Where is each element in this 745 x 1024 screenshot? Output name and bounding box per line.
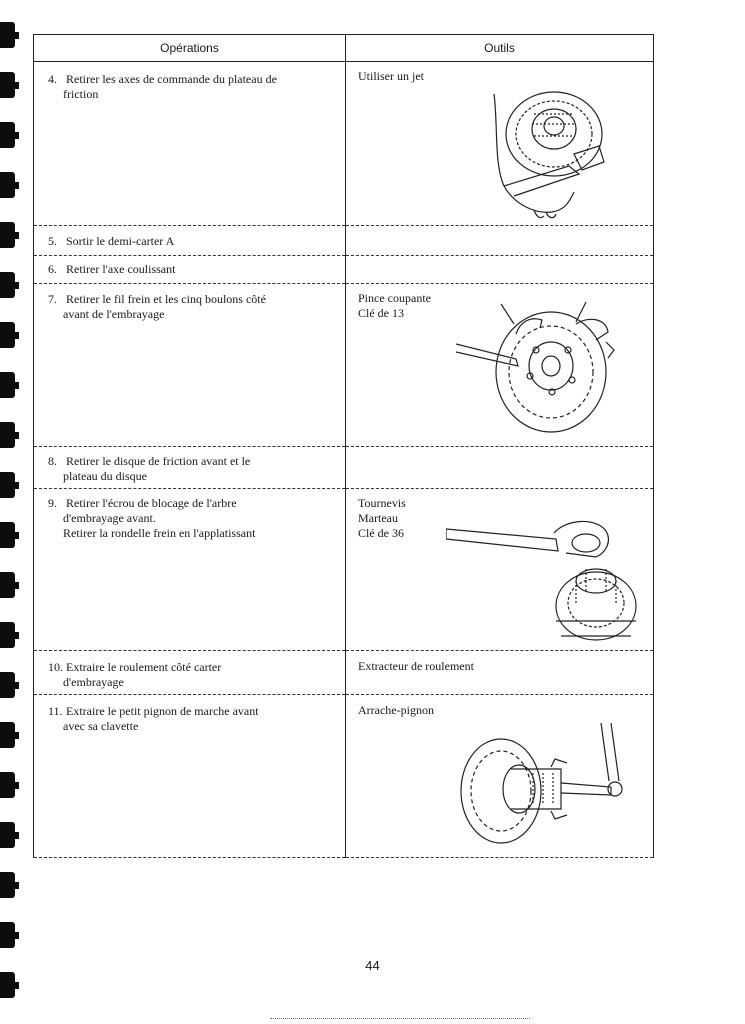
- step-text: Sortir le demi-carter A: [66, 234, 175, 248]
- large-wrench-icon: [446, 511, 646, 651]
- step-text: d'embrayage avant.: [63, 511, 156, 525]
- step-text: Retirer le fil frein et les cinq boulons côté: [66, 292, 266, 306]
- operations-table: [33, 34, 654, 858]
- tool-name: Marteau: [358, 511, 398, 525]
- step-text: Retirer l'écrou de blocage de l'arbre: [66, 496, 237, 510]
- page-number: 44: [365, 958, 380, 973]
- step-text: Retirer la rondelle frein en l'applatissant: [63, 526, 256, 540]
- tool-name: Extracteur de roulement: [358, 659, 474, 673]
- step-number: 11.: [48, 704, 63, 718]
- step-text: Retirer le disque de friction avant et le: [66, 454, 251, 468]
- table-row: [34, 256, 654, 284]
- step-text: plateau du disque: [63, 469, 147, 483]
- step-text: Retirer l'axe coulissant: [66, 262, 176, 276]
- step-text: friction: [63, 87, 99, 101]
- step-number: 6.: [48, 262, 57, 276]
- step-number: 5.: [48, 234, 57, 248]
- table-row: [34, 62, 654, 226]
- table-row: [34, 226, 654, 256]
- table-row: [34, 695, 654, 858]
- operations-header: Opérations: [34, 35, 346, 62]
- clutch-drift-icon: [474, 74, 634, 224]
- tool-name: Clé de 13: [358, 306, 404, 320]
- wrench-clutch-icon: [456, 294, 641, 444]
- step-text: Extraire le petit pignon de marche avant: [66, 704, 259, 718]
- step-text: avec sa clavette: [63, 719, 139, 733]
- tool-name: Arrache-pignon: [358, 703, 434, 717]
- step-text: Extraire le roulement côté carter: [66, 660, 222, 674]
- step-text: avant de l'embrayage: [63, 307, 165, 321]
- tool-name: Clé de 36: [358, 526, 404, 540]
- table-row: [34, 489, 654, 651]
- tool-name: Pince coupante: [358, 291, 431, 305]
- table-row: [34, 284, 654, 447]
- gear-puller-icon: [451, 723, 641, 853]
- step-number: 9.: [48, 496, 57, 510]
- step-number: 4.: [48, 72, 57, 86]
- scan-specks: [270, 1018, 530, 1021]
- step-number: 7.: [48, 292, 57, 306]
- step-number: 10.: [48, 660, 63, 674]
- table-row: [34, 447, 654, 489]
- tool-name: Tournevis: [358, 496, 406, 510]
- tools-header: Outils: [346, 35, 654, 62]
- step-text: d'embrayage: [63, 675, 124, 689]
- tool-name: Utiliser un jet: [358, 69, 424, 83]
- step-text: Retirer les axes de commande du plateau de: [66, 72, 277, 86]
- step-number: 8.: [48, 454, 57, 468]
- table-row: [34, 651, 654, 695]
- spiral-binding: [0, 0, 22, 1024]
